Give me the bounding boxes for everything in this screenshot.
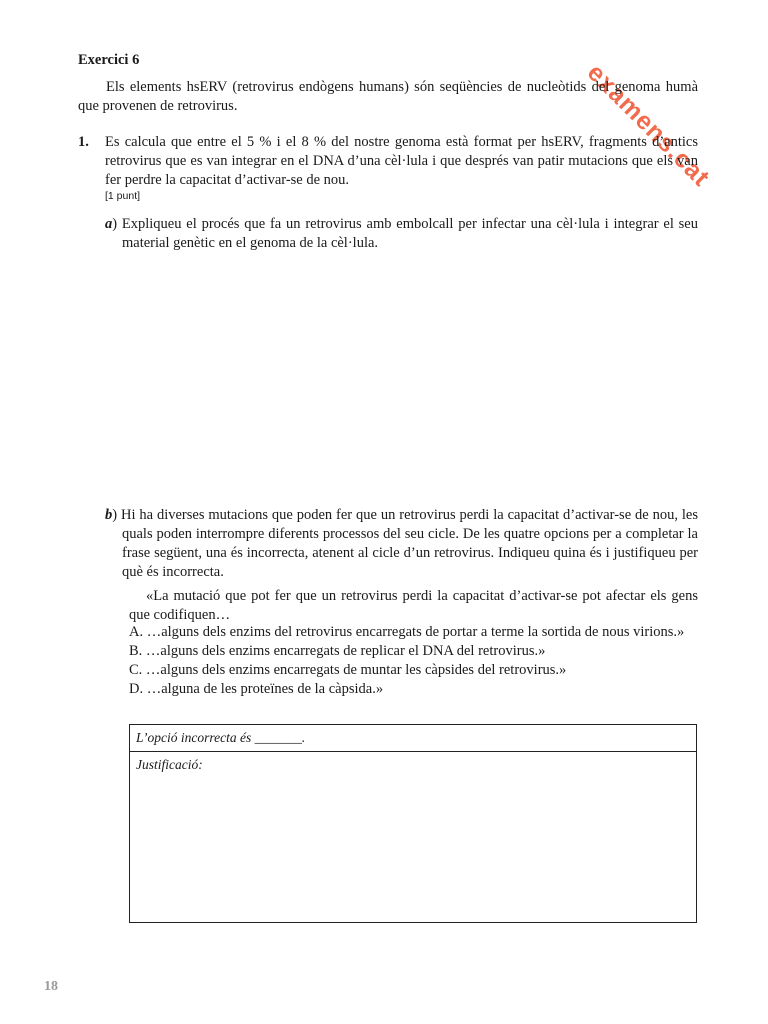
- watermark-logo: examens.cat: [581, 58, 716, 193]
- question-number: 1.: [78, 134, 89, 150]
- question-text: Es calcula que entre el 5 % i el 8 % del nostre genoma està format per hsERV, fragments d’antics retrovirus que es van integrar en el DNA d’una cèl·lula i que després van patir mutacions que els van fer perdre la capacitat d’activar-se de nou.: [105, 134, 698, 188]
- part-b-text: Hi ha diverses mutacions que poden fer que un retrovirus perdi la capacitat d’activar-se de nou, les quals poden interrompre diferents processos del seu cicle. De les quatre opcions per a completar la frase següent, una és incorrecta, atenent al cicle d’un retrovirus. Indiqueu quina és i justifiqueu per què és incorrecta.: [120, 507, 698, 580]
- justification-field[interactable]: Justificació:: [136, 757, 203, 772]
- option-a: A. …alguns dels enzims del retrovirus encarregats de portar a terme la sortida de nous virions.»: [129, 624, 685, 640]
- exercise-intro: Els elements hsERV (retrovirus endògens humans) són seqüències de nucleòtids del genoma humà que provenen de retrovirus.: [78, 79, 698, 114]
- part-a-text: Expliqueu el procés que fa un retrovirus amb embolcall per infectar una cèl·lula i integrar el seu material genètic en el genoma de la cèl·lula.: [121, 216, 698, 251]
- exercise-title: Exercici 6: [78, 52, 140, 68]
- option-b: B. …alguns dels enzims encarregats de replicar el DNA del retrovirus.»: [129, 643, 546, 659]
- part-a: a) Expliqueu el procés que fa un retrovirus amb embolcall per infectar una cèl·lula i integrar el seu material genètic en el genoma de la cèl·lula.: [105, 216, 698, 251]
- part-b-options: [129, 623, 698, 699]
- question-points: [1 punt]: [105, 190, 141, 202]
- answer-box: [129, 724, 697, 923]
- option-c: C. …alguns dels enzims encarregats de muntar les càpsides del retrovirus.»: [129, 662, 567, 678]
- part-b-quote: «La mutació que pot fer que un retrovirus perdi la capacitat d’activar-se pot afectar els gens que codifiquen…: [129, 588, 698, 623]
- part-a-letter: a: [105, 216, 113, 232]
- incorrect-option-field[interactable]: L’opció incorrecta és _______.: [130, 725, 696, 752]
- part-b-letter: b: [105, 507, 113, 523]
- option-d: D. …alguna de les proteïnes de la càpsida.»: [129, 681, 384, 697]
- part-b: b) Hi ha diverses mutacions que poden fer que un retrovirus perdi la capacitat d’activar-se de nou, les quals poden interrompre diferents processos del seu cicle. De les quatre opcions per a completar la frase següent, una és incorrecta, atenent al cicle d’un retrovirus. Indiqueu quina és i justifiqueu per què és incorrecta.: [105, 507, 698, 580]
- page-number: 18: [44, 979, 58, 994]
